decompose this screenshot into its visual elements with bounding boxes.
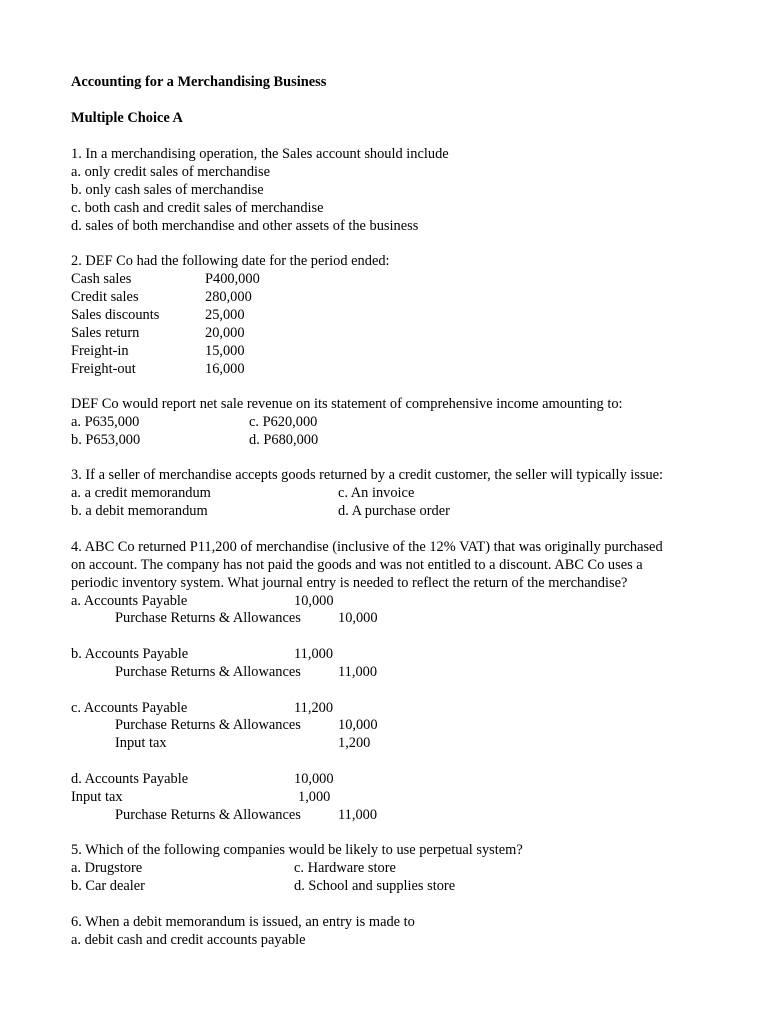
q1-option-c: c. both cash and credit sales of merchandise	[71, 200, 324, 216]
q2-row-label: Freight-out	[71, 361, 136, 377]
q4c-debit-amount: 11,200	[294, 700, 334, 716]
q4-stem-line-1: 4. ABC Co returned P11,200 of merchandise (inclusive of the 12% VAT) that was originally purchased	[71, 539, 663, 555]
q3-option-c: c. An invoice	[338, 485, 415, 501]
q1-option-b: b. only cash sales of merchandise	[71, 182, 264, 198]
q2-row-value: 16,000	[205, 361, 245, 377]
q3-stem: 3. If a seller of merchandise accepts goods returned by a credit customer, the seller will typically issue:	[71, 467, 664, 483]
q6-option-a: a. debit cash and credit accounts payable	[71, 932, 306, 948]
document-title: Accounting for a Merchandising Business	[71, 74, 327, 90]
q4d-debit-account-2: Input tax	[71, 789, 123, 805]
q3-option-b: b. a debit memorandum	[71, 503, 208, 519]
q1-option-d: d. sales of both merchandise and other assets of the business	[71, 218, 419, 234]
q4d-debit-account-1: d. Accounts Payable	[71, 771, 189, 787]
q4c-credit-account-2: Input tax	[115, 735, 167, 751]
q5-stem: 5. Which of the following companies would be likely to use perpetual system?	[71, 842, 523, 858]
q4a-debit-account: a. Accounts Payable	[71, 593, 188, 609]
q2-option-d: d. P680,000	[249, 432, 319, 448]
q6-stem: 6. When a debit memorandum is issued, an entry is made to	[71, 914, 415, 930]
q4b-debit-account: b. Accounts Payable	[71, 646, 189, 662]
q5-option-a: a. Drugstore	[71, 860, 143, 876]
q4a-debit-amount: 10,000	[294, 593, 334, 609]
q4d-debit-amount-2: 1,000	[298, 789, 331, 805]
q4d-credit-account: Purchase Returns & Allowances	[115, 807, 301, 823]
q2-question: DEF Co would report net sale revenue on its statement of comprehensive income amounting to:	[71, 396, 623, 412]
q4c-credit-amount-2: 1,200	[338, 735, 371, 751]
q5-option-b: b. Car dealer	[71, 878, 145, 894]
q4a-credit-account: Purchase Returns & Allowances	[115, 610, 301, 626]
q3-option-a: a. a credit memorandum	[71, 485, 211, 501]
q2-row-value: P400,000	[205, 271, 260, 287]
q4a-credit-amount: 10,000	[338, 610, 378, 626]
q4c-credit-amount-1: 10,000	[338, 717, 378, 733]
q4-stem-line-2: on account. The company has not paid the goods and was not entitled to a discount. ABC Co uses a	[71, 557, 643, 573]
q4b-debit-amount: 11,000	[294, 646, 334, 662]
q4c-credit-account-1: Purchase Returns & Allowances	[115, 717, 301, 733]
q2-row-label: Credit sales	[71, 289, 139, 305]
q4-stem-line-3: periodic inventory system. What journal entry is needed to reflect the return of the merchandise?	[71, 575, 628, 591]
q4d-debit-amount-1: 10,000	[294, 771, 334, 787]
q2-row-label: Sales return	[71, 325, 140, 341]
q1-option-a: a. only credit sales of merchandise	[71, 164, 270, 180]
q5-option-d: d. School and supplies store	[294, 878, 456, 894]
q4d-credit-amount: 11,000	[338, 807, 378, 823]
q3-option-d: d. A purchase order	[338, 503, 450, 519]
q2-row-label: Freight-in	[71, 343, 129, 359]
q2-option-c: c. P620,000	[249, 414, 318, 430]
q2-option-a: a. P635,000	[71, 414, 140, 430]
q2-row-value: 280,000	[205, 289, 252, 305]
q2-stem: 2. DEF Co had the following date for the period ended:	[71, 253, 390, 269]
q5-option-c: c. Hardware store	[294, 860, 396, 876]
q4c-debit-account: c. Accounts Payable	[71, 700, 188, 716]
section-heading: Multiple Choice A	[71, 110, 183, 126]
q4b-credit-amount: 11,000	[338, 664, 378, 680]
q2-option-b: b. P653,000	[71, 432, 141, 448]
q2-row-value: 25,000	[205, 307, 245, 323]
q2-row-label: Cash sales	[71, 271, 132, 287]
q4b-credit-account: Purchase Returns & Allowances	[115, 664, 301, 680]
q2-row-value: 15,000	[205, 343, 245, 359]
q1-stem: 1. In a merchandising operation, the Sales account should include	[71, 146, 449, 162]
q2-row-value: 20,000	[205, 325, 245, 341]
q2-row-label: Sales discounts	[71, 307, 160, 323]
